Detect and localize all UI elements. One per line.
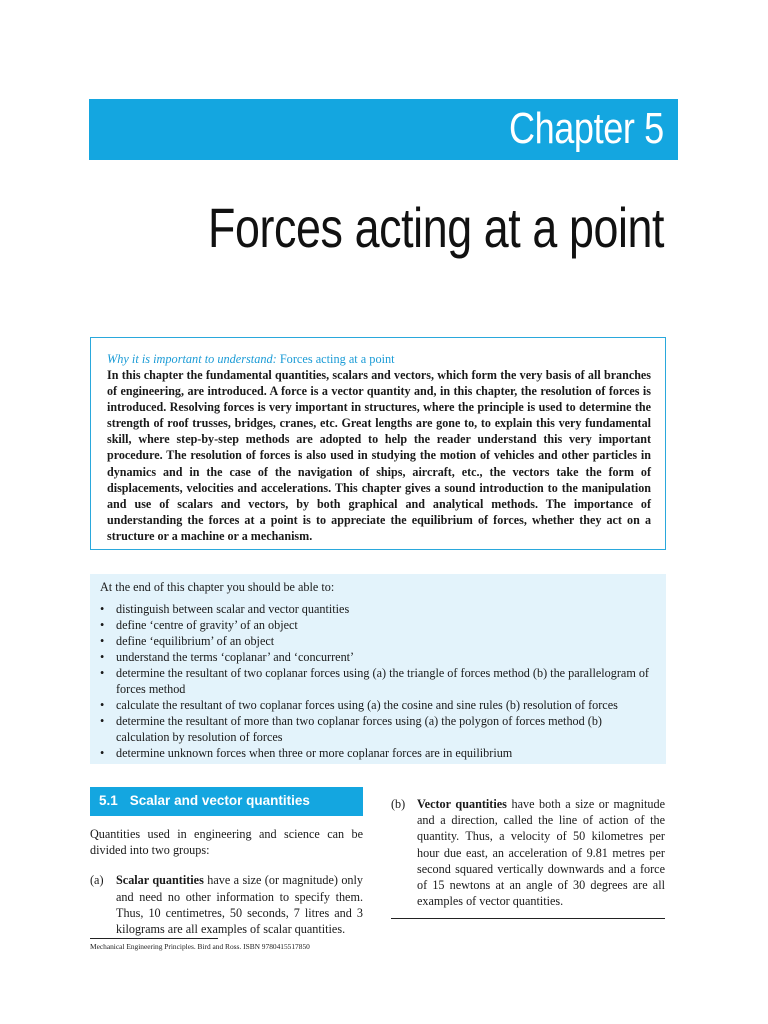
chapter-label: Chapter 5 xyxy=(509,104,664,153)
section-title: Scalar and vector quantities xyxy=(129,793,310,808)
term-scalar-quantities: Scalar quantities xyxy=(116,873,204,888)
bullet-icon: • xyxy=(100,714,105,728)
footnote-rule xyxy=(90,938,218,939)
objective-item: • determine unknown forces when three or more coplanar forces are in equilibrium xyxy=(100,746,513,760)
section-intro: Quantities used in engineering and science can be divided into two groups: xyxy=(90,827,363,858)
footer-citation: Mechanical Engineering Principles. Bird and Ross. ISBN 9780415517850 xyxy=(90,942,310,951)
why-body-text: In this chapter the fundamental quantities, scalars and vectors, which form the very basis of all branches of engineering, are introduced. A force is a vector quantity and, in this chapter, the resolution of forces is introduced. Resolving forces is very important in structures, where the principle is used to determine the strength of roof trusses, bridges, cranes, etc. Great lengths are gone to, to explain this very fundamental skill, where step-by-step methods are adopted to help the reader understand this very important procedure. The resolution of forces is also used in studying the motion of vehicles and other particles in dynamics and in the case of the navigation of ships, aircraft, etc., the vectors take the form of displacements, velocities and accelerations. This chapter gives a sound introduction to the manipulation and use of scalars and vectors, by both graphical and analytical methods. The importance of understanding the forces at a point is to appreciate the equilibrium of forces, whether they act on a structure or a machine or a mechanism. xyxy=(107,368,651,543)
chapter-title: Forces acting at a point xyxy=(207,196,664,259)
objective-item: • define ‘equilibrium’ of an object xyxy=(100,634,275,648)
chapter-banner xyxy=(89,99,678,160)
bullet-icon: • xyxy=(100,602,105,616)
why-heading-topic: Forces acting at a point xyxy=(279,352,395,366)
learning-objectives-box xyxy=(90,574,666,764)
item-marker: (b) xyxy=(391,797,406,811)
section-heading xyxy=(99,791,310,811)
objectives-list xyxy=(100,601,652,761)
bullet-icon: • xyxy=(100,698,105,712)
objective-item: • distinguish between scalar and vector quantities xyxy=(100,602,350,616)
objective-item: • calculate the resultant of two coplanar forces using (a) the cosine and sine rules (b) resolution of forces xyxy=(100,698,618,712)
left-column xyxy=(90,826,363,937)
right-column xyxy=(391,796,665,909)
bullet-icon: • xyxy=(100,618,105,632)
objective-item: • determine the resultant of two coplanar forces using (a) the triangle of forces method (b) the parallelogram of forces method xyxy=(100,666,649,696)
item-marker: (a) xyxy=(90,873,104,888)
objective-item: • determine the resultant of more than two coplanar forces using (a) the polygon of forces method (b) calculation by resolution of forces xyxy=(100,714,602,744)
item-vector-quantities xyxy=(391,796,665,909)
vector-definition: have both a size or magnitude and a direction, called the line of action of the quantity. Thus, a velocity of 50 kilometres per hour due east, an acceleration of 9.81 metres per second squared vertically downwards and a force of 15 newtons at an angle of 30 degrees are all examples of vector quantities. xyxy=(417,797,665,909)
bullet-icon: • xyxy=(100,650,105,664)
section-number: 5.1 xyxy=(99,793,118,808)
objective-item: • understand the terms ‘coplanar’ and ‘concurrent’ xyxy=(100,650,355,664)
bullet-icon: • xyxy=(100,666,105,680)
scalar-definition: have a size (or magnitude) only and need no other information to specify them. Thus, 10 centimetres, 50 seconds, 7 litres and 3 kilograms are all examples of scalar quantities. xyxy=(116,873,363,937)
objectives-intro: At the end of this chapter you should be able to: xyxy=(100,580,335,594)
column-end-rule xyxy=(391,918,665,919)
bullet-icon: • xyxy=(100,634,105,648)
term-vector-quantities: Vector quantities xyxy=(417,797,507,811)
why-heading-lead: Why it is important to understand: xyxy=(107,352,277,366)
bullet-icon: • xyxy=(100,746,105,760)
item-scalar-quantities xyxy=(90,872,363,937)
objective-item: • define ‘centre of gravity’ of an object xyxy=(100,618,298,632)
section-heading-bar xyxy=(90,787,363,816)
why-important-box xyxy=(90,337,666,550)
why-heading xyxy=(107,351,651,367)
